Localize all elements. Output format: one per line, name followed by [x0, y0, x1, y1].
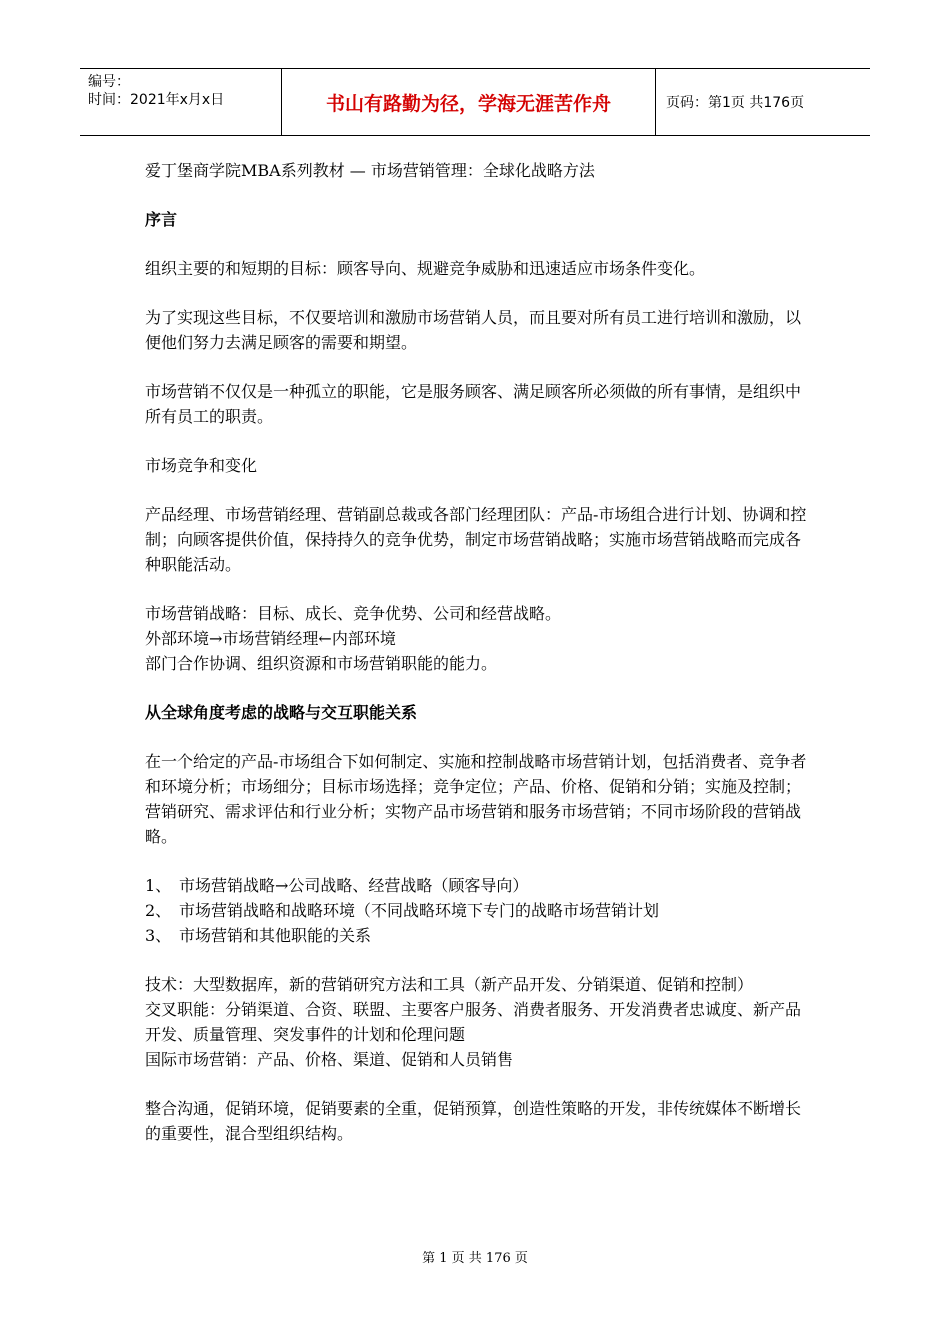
paragraph: 产品经理、市场营销经理、营销副总裁或各部门经理团队：产品-市场组合进行计划、协调和控制；向顾客提供价值，保持持久的竞争优势，制定市场营销战略；实施市场营销战略而完成各种职能活动。	[145, 505, 807, 574]
list-item	[145, 898, 810, 923]
header-motto: 书山有路勤为径，学海无涯苦作舟	[282, 69, 656, 135]
section-heading-preface: 序言	[145, 210, 178, 229]
paragraph: 市场竞争和变化	[145, 456, 258, 475]
paragraph: 为了实现这些目标，不仅要培训和激励市场营销人员，而且要对所有员工进行培训和激励，以便他们努力去满足顾客的需要和期望。	[145, 308, 802, 352]
paragraph-line: 部门合作协调、组织资源和市场营销职能的能力。	[145, 654, 498, 673]
paragraph-line: 国际市场营销：产品、价格、渠道、促销和人员销售	[145, 1050, 514, 1069]
section-heading-global-strategy: 从全球角度考虑的战略与交互职能关系	[145, 703, 418, 722]
list-item-number: 1、	[145, 876, 172, 895]
header-page-info: 页码：第1页 共176页	[666, 95, 805, 111]
paragraph: 整合沟通，促销环境，促销要素的全重，促销预算，创造性策略的开发，非传统媒体不断增长的重要性，混合型组织结构。	[145, 1099, 802, 1143]
header-meta	[80, 69, 282, 135]
paragraph-line: 市场营销战略：目标、成长、竞争优势、公司和经营战略。	[145, 604, 562, 623]
list-item-text: 市场营销战略→公司战略、经营战略（顾客导向）	[179, 876, 529, 895]
list-item-number: 2、	[145, 901, 172, 920]
paragraph: 组织主要的和短期的目标：顾客导向、规避竞争威胁和迅速适应市场条件变化。	[145, 259, 706, 278]
page-footer: 第 1 页 共 176 页	[422, 1251, 528, 1266]
document-body	[145, 158, 810, 1170]
page-header	[80, 68, 870, 136]
paragraph-line: 技术：大型数据库，新的营销研究方法和工具（新产品开发、分销渠道、促销和控制）	[145, 975, 754, 994]
paragraph-line: 交叉职能：分销渠道、合资、联盟、主要客户服务、消费者服务、开发消费者忠诚度、新产品开发、质量管理、突发事件的计划和伦理问题	[145, 1000, 802, 1044]
list-item-text: 市场营销和其他职能的关系	[179, 926, 372, 945]
list-item	[145, 873, 810, 898]
list-item-text: 市场营销战略和战略环境（不同战略环境下专门的战略市场营销计划	[179, 901, 660, 920]
list-item-number: 3、	[145, 926, 172, 945]
numbered-list	[145, 873, 810, 948]
serial-label: 编号：	[88, 74, 130, 90]
date-label: 时间：2021年x月x日	[88, 92, 225, 108]
spacer	[145, 948, 810, 972]
paragraph: 市场营销不仅仅是一种孤立的职能，它是服务顾客、满足顾客所必须做的所有事情，是组织中所有员工的职责。	[145, 382, 802, 426]
paragraph: 在一个给定的产品-市场组合下如何制定、实施和控制战略市场营销计划，包括消费者、竞争者和环境分析；市场细分；目标市场选择；竞争定位；产品、价格、促销和分销；实施及控制；营销研究、需求评估和行业分析；实物产品市场营销和服务市场营销；不同市场阶段的营销战略。	[145, 752, 807, 846]
document-title-line: 爱丁堡商学院MBA系列教材 — 市场营销管理：全球化战略方法	[145, 161, 595, 180]
paragraph-line: 外部环境→市场营销经理←内部环境	[145, 629, 396, 648]
list-item	[145, 923, 810, 948]
